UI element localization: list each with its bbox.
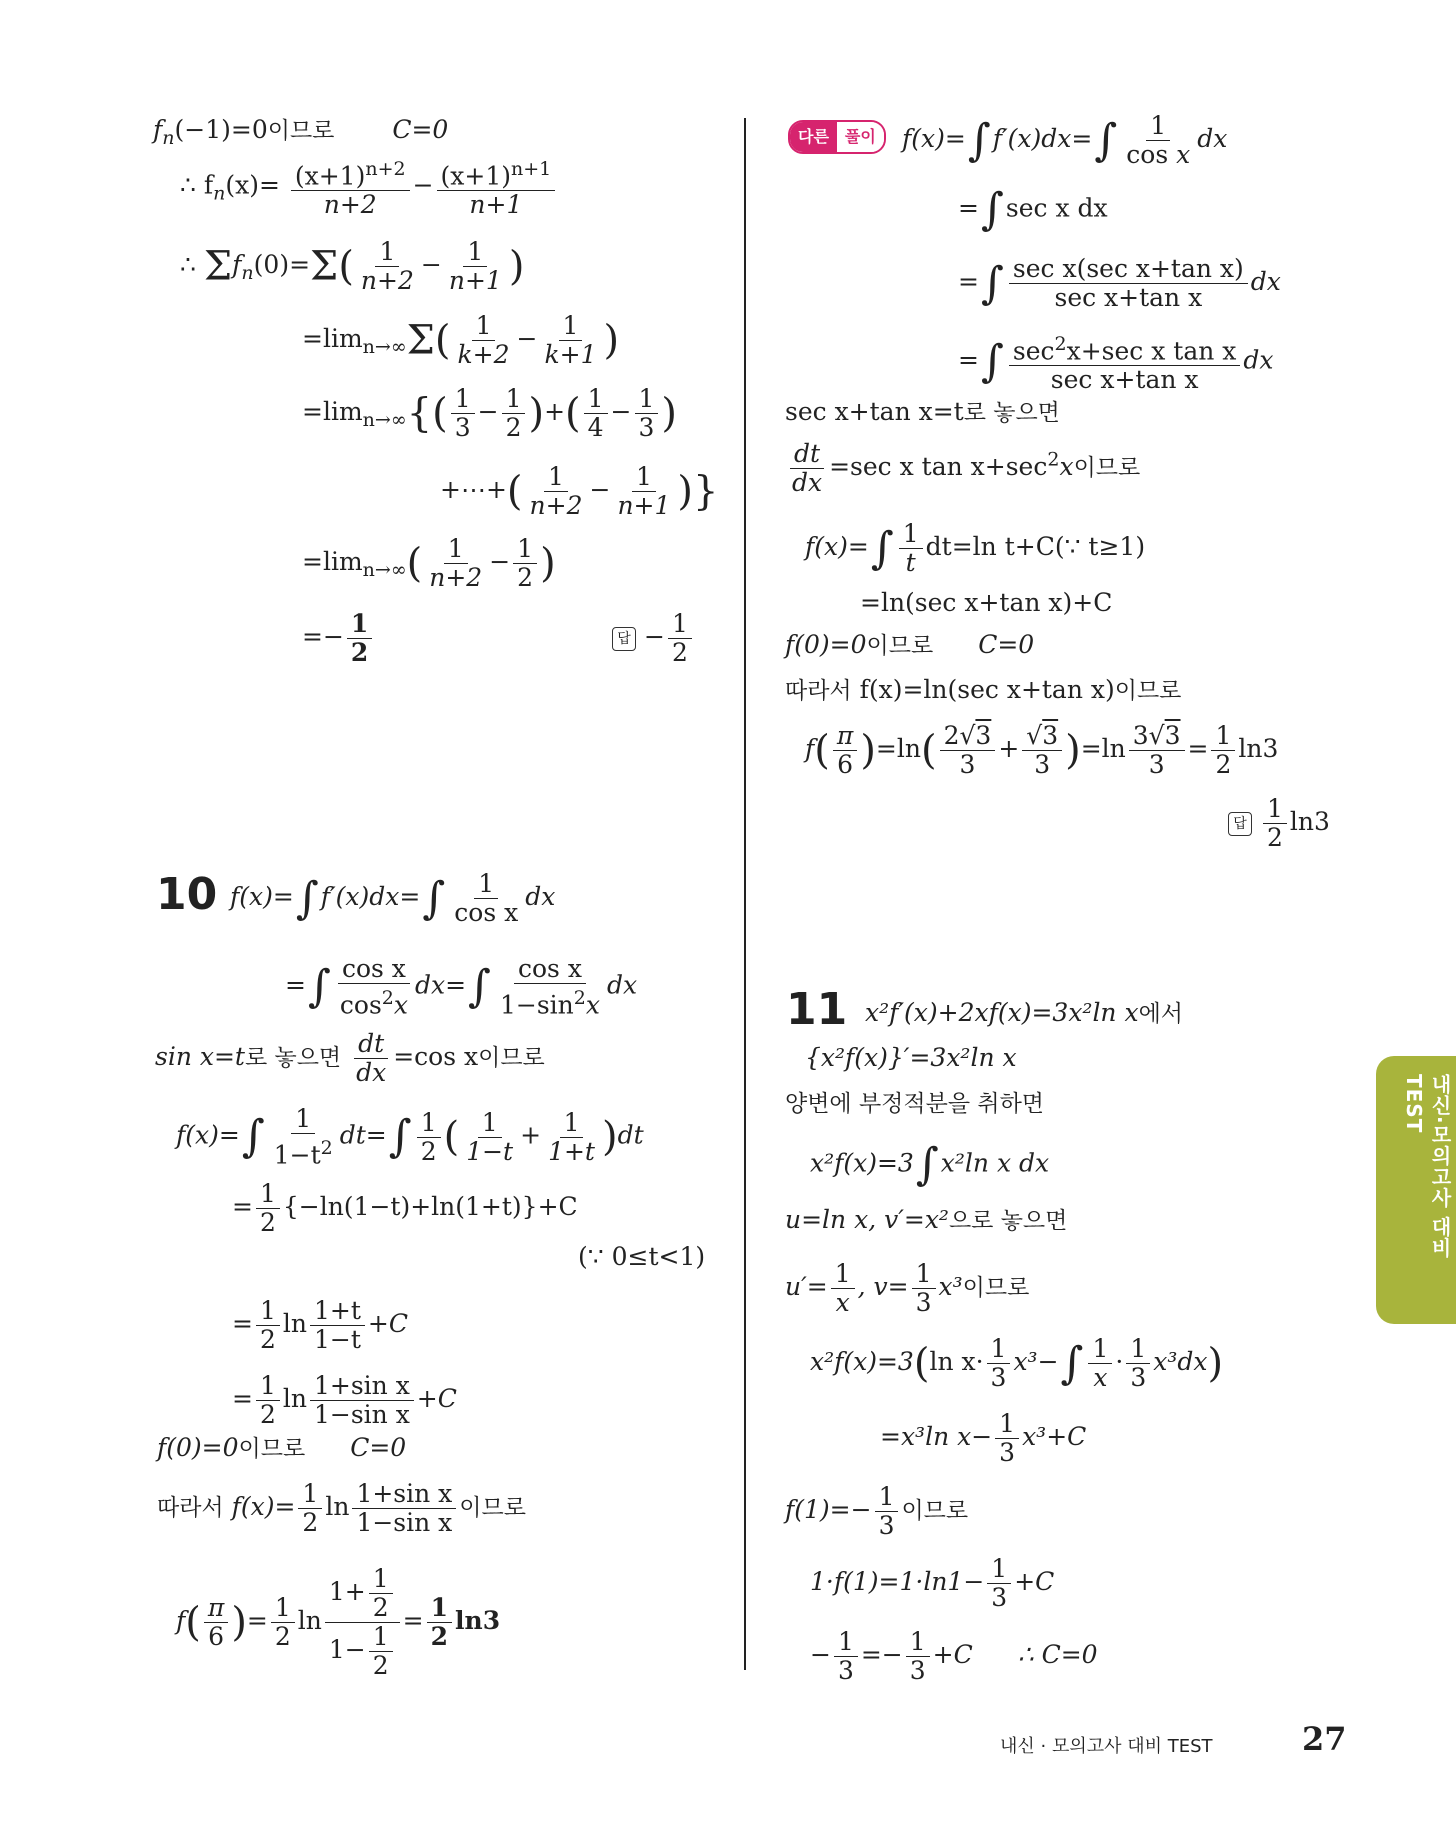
r-line1: f(x)=∫f′(x)dx=∫ $\frac{1}{\text{cos x}}$ dx xyxy=(902,111,1228,169)
p10-line10: f( $\frac{\pi}{6}$ )= $\frac{1}{2}$ ln 1+ $\frac{1}{2}$ 1− $\frac{1}{2}$ = $\frac{1}{2}$ ln3 xyxy=(176,1564,501,1680)
p11-line11: − $\frac{1}{3}$ =− $\frac{1}{3}$ +C ∴ C=0 xyxy=(810,1627,1098,1685)
p10-line4: f(x)=∫ $\frac{1}{1-t^2}$ dt=∫ $\frac{1}{2}$ ( $\frac{1}{1-t}$ + $\frac{1}{1+t}$ )dt xyxy=(176,1104,644,1170)
p11-line4: x²f(x)=3∫x²ln x dx xyxy=(810,1139,1050,1190)
r-line3: =∫ $\frac{\text{sec x(sec x+tan x)}}{\text{sec x+tan x}}$ dx xyxy=(958,254,1281,312)
answer-1: 답 − $\frac{1}{2}$ xyxy=(612,610,695,667)
line-limit-final: $=\lim_{n\to\infty}$( $\frac{1}{n+2}$ − $\frac{1}{2}$ ) xyxy=(302,534,556,592)
p11-line1: x²f′(x)+2xf(x)=3x²ln x에서 xyxy=(865,998,1184,1027)
r-line11: f( $\frac{\pi}{6}$ )=ln( $\frac{2√3}{3}$ + $\frac{√3}{3}$ )=ln $\frac{3√3}{3}$ = $\frac{1}{2}$ ln3 xyxy=(805,721,1279,779)
r-line10: 따라서 f(x)=ln(sec x+tan x)이므로 xyxy=(785,675,1182,704)
fraction: $\frac{(x+1)^{n+1}}{n+1}$ xyxy=(437,155,556,219)
p10-line6: = $\frac{1}{2}$ ln $\frac{1+t}{1-t}$ +C xyxy=(232,1296,408,1354)
p11-line5: u=ln x, v′=x²으로 놓으면 xyxy=(785,1205,1068,1234)
p11-line6: u′= $\frac{1}{x}$ , v= $\frac{1}{3}$ x³이므로 xyxy=(785,1259,1030,1317)
problem-number-10: 10 xyxy=(156,869,218,920)
p10-line9: 따라서 f(x)= $\frac{1}{2}$ ln $\frac{\text{1+sin x}}{\text{1−sin x}}$ 이므로 xyxy=(157,1479,526,1537)
p10-line5: = $\frac{1}{2}$ {−ln(1−t)+ln(1+t)}+C xyxy=(232,1179,578,1237)
line-series-sum: ∴ $\Sigma f_n(0)=\Sigma$( $\frac{1}{n+2}$ − $\frac{1}{n+1}$ ) xyxy=(180,237,525,295)
r-line6: $\frac{dt}{dx}$ =sec x $\tan x+\sec^2x$이므로 xyxy=(792,439,1141,497)
p10-line1: f(x)=∫f′(x)dx=∫ $\frac{1}{\text{cos x}}$ dx xyxy=(230,869,556,927)
p11-line7: x²f(x)=3(ln x· $\frac{1}{3}$ x³−∫ $\frac{1}{x}$ · $\frac{1}{3}$ x³dx) xyxy=(810,1334,1224,1392)
line-limit-sum: $=\lim_{n\to\infty}\Sigma$( $\frac{1}{k+2}$ − $\frac{1}{k+1}$ ) xyxy=(302,311,620,369)
line-limit-terms-cont: +⋯+( $\frac{1}{n+2}$ − $\frac{1}{n+1}$ )} xyxy=(440,462,719,520)
side-section-tab: 내신·모의고사 대비 TEST xyxy=(1376,1056,1456,1324)
p11-line8: =x³ln x− $\frac{1}{3}$ x³+C xyxy=(880,1409,1087,1467)
p11-line9: f(1)=− $\frac{1}{3}$ 이므로 xyxy=(785,1482,969,1540)
r-line4: =∫ $\frac{\sec^2x+\sec x \tan x}{\text{sec x+tan x}}$ dx xyxy=(958,330,1274,394)
r-line5: sec x+tan x=t로 놓으면 xyxy=(785,397,1060,426)
problem-number-11: 11 xyxy=(786,984,848,1035)
line-limit-terms: $=\lim_{n\to\infty}${( $\frac{1}{3}$ − $\frac{1}{2}$ )+( $\frac{1}{4}$ − $\frac{1}{3}$ ) xyxy=(302,384,678,442)
r-line9: f(0)=0이므로 C=0 xyxy=(785,630,1035,659)
p10-line3: sin x=t로 놓으면 $\frac{dt}{dx}$ =cos x이므로 xyxy=(155,1029,545,1087)
r-line8: =ln(sec x+tan x)+C xyxy=(860,588,1113,617)
line-fn-minus1: $f_n(-1)=0$이므로 C=0 xyxy=(153,115,449,149)
p10-line2: =∫ $\frac{\text{cos x}}{\cos^2x}$ dx=∫ $\frac{\text{cos x}}{1-\sin^2x}$ dx xyxy=(285,954,638,1020)
line-fn-x: ∴ $f_n(x)=$ $\frac{(x+1)^{n+2}}{n+2}$ − $\frac{(x+1)^{n+1}}{n+1}$ xyxy=(180,155,558,219)
p10-condition: (∵ 0≤t<1) xyxy=(578,1242,706,1271)
page-number: 27 xyxy=(1302,1720,1347,1758)
p10-line8: f(0)=0이므로 C=0 xyxy=(157,1433,407,1462)
fraction: $\frac{(x+1)^{n+2}}{n+2}$ xyxy=(291,155,410,219)
r-line7: f(x)=∫ $\frac{1}{t}$ dt=ln t+C(∵ t≥1) xyxy=(805,519,1146,577)
p10-line7: = $\frac{1}{2}$ ln $\frac{\text{1+sin x}}{\text{1−sin x}}$ +C xyxy=(232,1371,457,1429)
alternative-solution-badge: 다른 풀이 xyxy=(788,120,886,154)
r-line2: =∫sec x dx xyxy=(958,184,1108,235)
footer-title: 내신 · 모의고사 대비 TEST xyxy=(1000,1736,1213,1757)
p11-line3: 양변에 부정적분을 취하면 xyxy=(785,1091,1045,1117)
column-divider xyxy=(744,118,746,1670)
line-result: =− $\frac{1}{2}$ xyxy=(302,610,375,667)
p11-line2: {x²f(x)}′=3x²ln x xyxy=(805,1043,1017,1072)
p11-line10: 1·f(1)=1·ln1− $\frac{1}{3}$ +C xyxy=(810,1554,1055,1612)
answer-2: 답 $\frac{1}{2}$ ln3 xyxy=(1228,795,1330,852)
